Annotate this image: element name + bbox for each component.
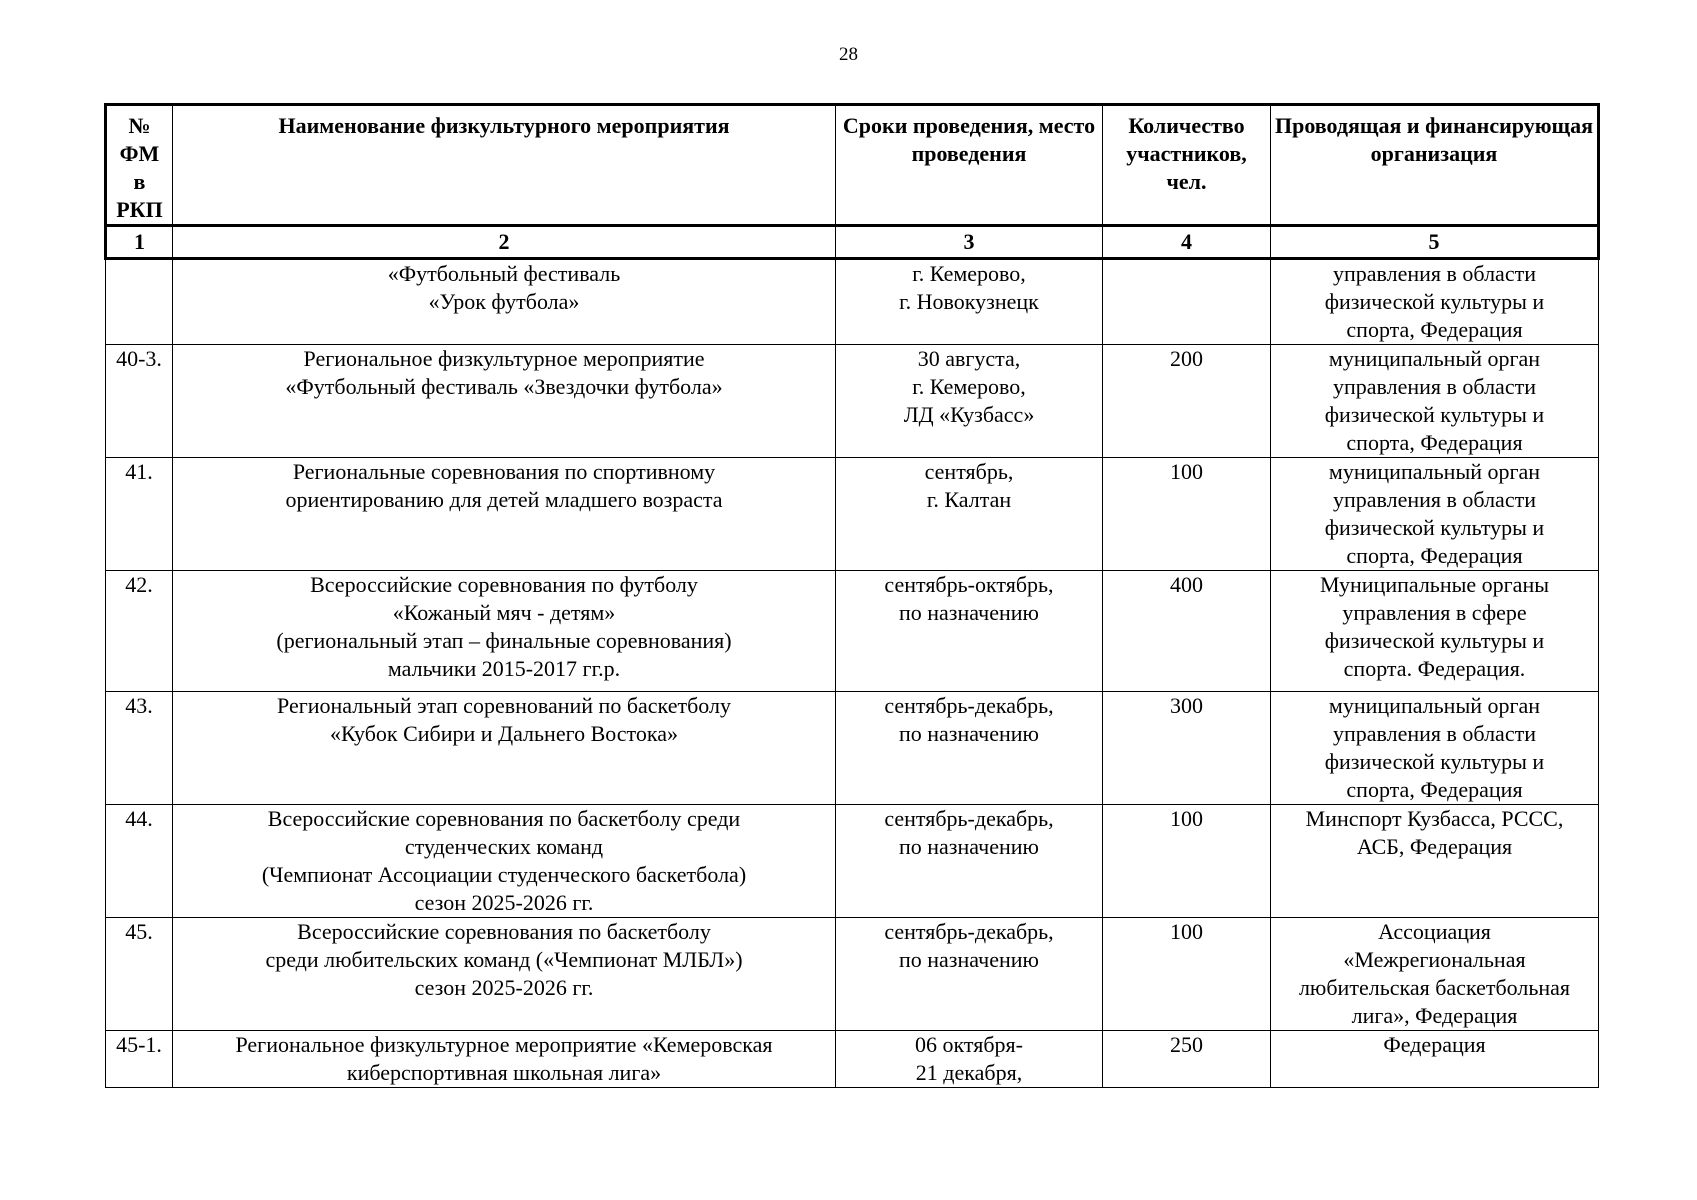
table-row — [106, 345, 1599, 458]
event-dates: 30 августа, г. Кемерово, ЛД «Кузбасс» — [836, 345, 1103, 458]
table-row — [106, 918, 1599, 1031]
table-row — [106, 692, 1599, 805]
event-name: «Футбольный фестиваль «Урок футбола» — [173, 259, 836, 345]
event-participants: 200 — [1103, 345, 1271, 458]
row-number: 45-1. — [106, 1031, 173, 1088]
header-organization: Проводящая и финансирующая организация — [1271, 105, 1599, 226]
event-name: Всероссийские соревнования по баскетболу среди любительских команд («Чемпионат МЛБЛ») сезон 2025-2026 гг. — [173, 918, 836, 1031]
page-number: 28 — [839, 44, 858, 65]
event-organization: Ассоциация «Межрегиональная любительская баскетбольная лига», Федерация — [1271, 918, 1599, 1031]
row-number: 45. — [106, 918, 173, 1031]
row-number: 42. — [106, 571, 173, 692]
event-participants — [1103, 259, 1271, 345]
event-name: Всероссийские соревнования по баскетболу среди студенческих команд (Чемпионат Ассоциации студенческого баскетбола) сезон 2025-2026 гг. — [173, 805, 836, 918]
event-participants: 300 — [1103, 692, 1271, 805]
event-participants: 100 — [1103, 918, 1271, 1031]
events-table — [104, 103, 1600, 1088]
table-row — [106, 259, 1599, 345]
table-row — [106, 805, 1599, 918]
event-organization: муниципальный орган управления в области физической культуры и спорта, Федерация — [1271, 345, 1599, 458]
column-number: 1 — [106, 226, 173, 259]
column-number: 5 — [1271, 226, 1599, 259]
row-number: 41. — [106, 458, 173, 571]
event-dates: сентябрь-декабрь, по назначению — [836, 805, 1103, 918]
event-name: Региональное физкультурное мероприятие «Кемеровская киберспортивная школьная лига» — [173, 1031, 836, 1088]
event-dates: 06 октября- 21 декабря, — [836, 1031, 1103, 1088]
event-name: Региональное физкультурное мероприятие «Футбольный фестиваль «Звездочки футбола» — [173, 345, 836, 458]
event-name: Региональные соревнования по спортивному ориентированию для детей младшего возраста — [173, 458, 836, 571]
event-name: Региональный этап соревнований по баскетболу «Кубок Сибири и Дальнего Востока» — [173, 692, 836, 805]
event-name: Всероссийские соревнования по футболу «Кожаный мяч - детям» (региональный этап – финальные соревнования) мальчики 2015-2017 гг.р. — [173, 571, 836, 692]
column-number: 3 — [836, 226, 1103, 259]
event-organization: Муниципальные органы управления в сфере физической культуры и спорта. Федерация. — [1271, 571, 1599, 692]
header-event-name: Наименование физкультурного мероприятия — [173, 105, 836, 226]
header-row — [106, 105, 1599, 226]
event-organization: Минспорт Кузбасса, РССС, АСБ, Федерация — [1271, 805, 1599, 918]
event-dates: г. Кемерово, г. Новокузнецк — [836, 259, 1103, 345]
event-organization: муниципальный орган управления в области физической культуры и спорта, Федерация — [1271, 692, 1599, 805]
event-organization: Федерация — [1271, 1031, 1599, 1088]
header-participants: Количество участников, чел. — [1103, 105, 1271, 226]
column-number: 2 — [173, 226, 836, 259]
event-participants: 100 — [1103, 805, 1271, 918]
event-organization: муниципальный орган управления в области физической культуры и спорта, Федерация — [1271, 458, 1599, 571]
event-participants: 250 — [1103, 1031, 1271, 1088]
row-number — [106, 259, 173, 345]
header-number: № ФМ в РКП — [106, 105, 173, 226]
row-number: 43. — [106, 692, 173, 805]
header-dates-place: Сроки проведения, место проведения — [836, 105, 1103, 226]
event-participants: 400 — [1103, 571, 1271, 692]
event-dates: сентябрь-декабрь, по назначению — [836, 692, 1103, 805]
row-number: 44. — [106, 805, 173, 918]
table-row — [106, 1031, 1599, 1088]
row-number: 40-3. — [106, 345, 173, 458]
column-number-row — [106, 226, 1599, 259]
event-dates: сентябрь, г. Калтан — [836, 458, 1103, 571]
event-participants: 100 — [1103, 458, 1271, 571]
table-row — [106, 571, 1599, 692]
event-organization: управления в области физической культуры и спорта, Федерация — [1271, 259, 1599, 345]
event-dates: сентябрь-декабрь, по назначению — [836, 918, 1103, 1031]
table-row — [106, 458, 1599, 571]
event-dates: сентябрь-октябрь, по назначению — [836, 571, 1103, 692]
column-number: 4 — [1103, 226, 1271, 259]
